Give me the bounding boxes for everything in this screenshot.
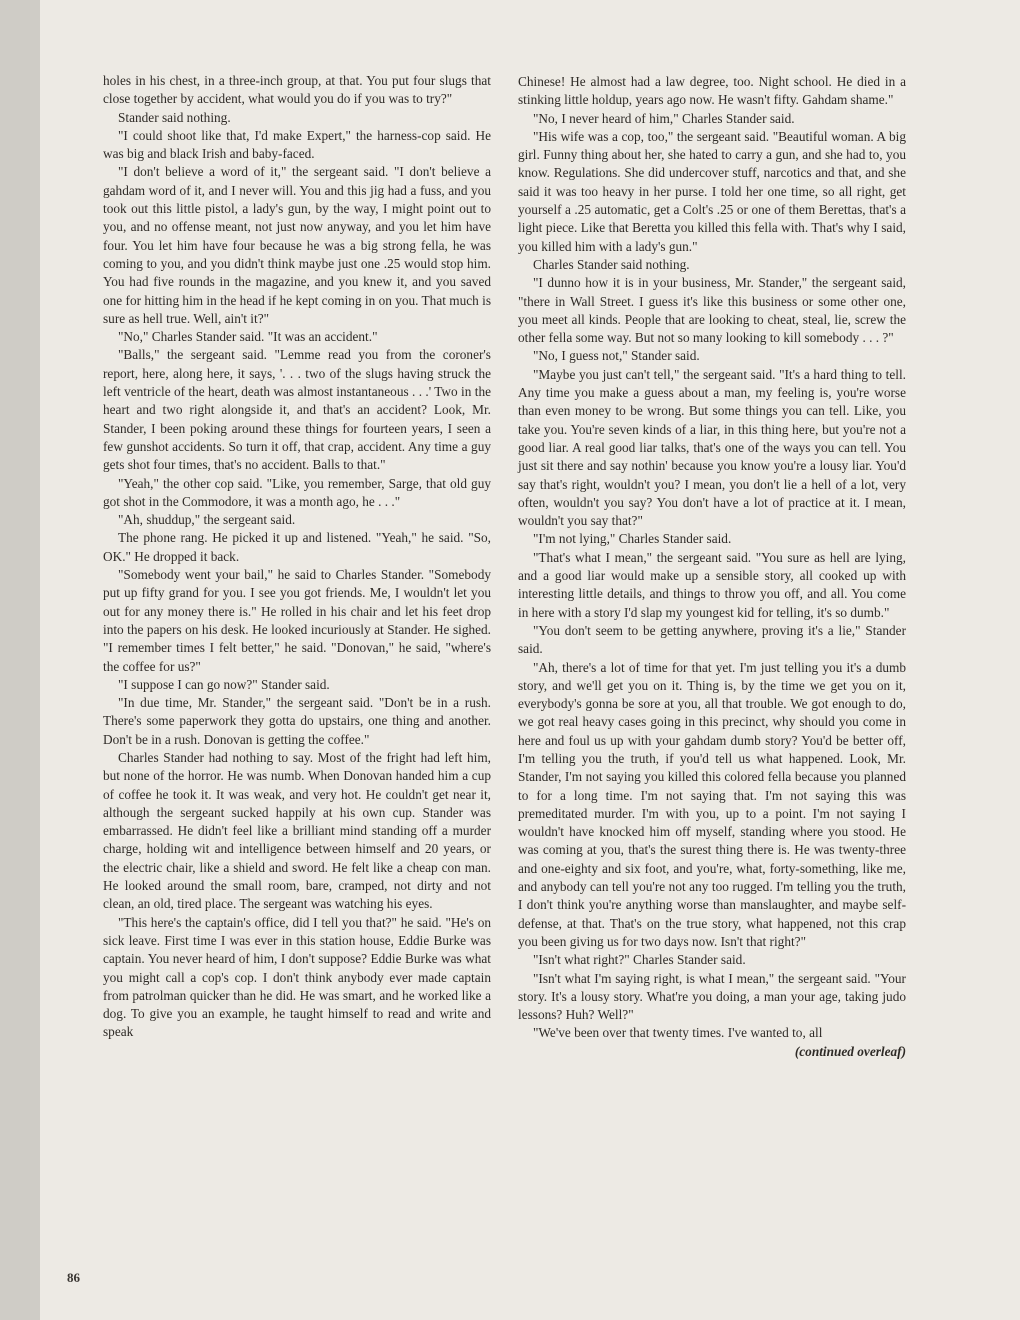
- paragraph: "Balls," the sergeant said. "Lemme read you from the coroner's report, here, along here, it says, '. . . two of the slugs having struck the left ventricle of the heart, death was almost instantaneous . . .' Two in the heart and two right alongside it, and that's an accident? Look, Mr. Stander, I been poking around these things for fourteen years, I seen a few gunshot accidents. So turn it off, that crap, accident. Any time a guy gets shot four times, that's no accident. Balls to that.": [103, 347, 491, 473]
- magazine-page: [40, 0, 1020, 1320]
- paragraph: Stander said nothing.: [118, 109, 231, 125]
- paragraph: "I suppose I can go now?" Stander said.: [118, 676, 330, 692]
- paragraph: "I dunno how it is in your business, Mr. Stander," the sergeant said, "there in Wall Street. I guess it's like this business or some other one, you meet all kinds. People that are looking to cheat, steal, lie, screw the other fella some way. But not so many looking to kill somebody . . . ?": [518, 275, 906, 346]
- paragraph: "No, I guess not," Stander said.: [533, 348, 700, 364]
- paragraph: "We've been over that twenty times. I've wanted to, all: [533, 1025, 823, 1041]
- paragraph: "This here's the captain's office, did I tell you that?" he said. "He's on sick leave. First time I was ever in this station house, Eddie Burke was captain. You never heard of him, I don't suppose? Eddie Burke was what you might call a cop's cop. I don't think anybody ever made captain from patrolman quicker than he did. He was smart, and he worked like a dog. To give you an example, he taught himself to read and write and speak: [103, 914, 491, 1040]
- continued-overleaf-label: (continued overleaf): [794, 1043, 906, 1059]
- paragraph: "I don't believe a word of it," the sergeant said. "I don't believe a gahdam word of it, and I never will. You and this jig had a fuss, and you took out this little pistol, a lady's gun, by the way, I might point out to you, and no offense meant, not just now anyway, and you let him have four. You let him have four because he was a big strong fella, he was coming to you, and you didn't think maybe just one .25 would stop him. You had five rounds in the magazine, and you knew it, and you saved one for hitting him in the head if he kept coming in on you. That much is sure as hell true. Well, ain't it?": [103, 164, 491, 326]
- paragraph: "I'm not lying," Charles Stander said.: [533, 531, 732, 547]
- paragraph: "Somebody went your bail," he said to Charles Stander. "Somebody put up fifty grand for you. I see you got friends. Me, I wouldn't let you out for any money there is." He rolled in his chair and let his feet drop into the papers on his desk. He looked incuriously at Stander. He sighed. "I remember times I felt better," he said. "Donovan," he said, "where's the coffee for us?": [103, 567, 491, 674]
- paragraph: "I could shoot like that, I'd make Expert," the harness-cop said. He was big and black Irish and baby-faced.: [103, 127, 491, 162]
- left-text-column: [103, 72, 491, 1042]
- paragraph: "Isn't what I'm saying right, is what I mean," the sergeant said. "Your story. It's a lousy story. What're you doing, a man your age, taking judo lessons? Huh? Well?": [518, 970, 906, 1023]
- paragraph: "Maybe you just can't tell," the sergeant said. "It's a hard thing to tell. Any time you make a guess about a man, my feeling is, you're worse than even money to be wrong. But some things you can tell. Like, you take you. You're seven kinds of a liar, in this thing here, but you're not a good liar. A real good liar talks, that's one of the ways you can tell. You just sit there and say nothin' because you know you're a lousy liar. You'd say that's right, wouldn't you? I mean, you don't lie a hell of a lot, very often, wouldn't you say? You don't have a lot of practice at it. I mean, wouldn't you say that?": [518, 366, 906, 529]
- paragraph: "You don't seem to be getting anywhere, proving it's a lie," Stander said.: [518, 622, 906, 657]
- paragraph: "Ah, there's a lot of time for that yet. I'm just telling you it's a dumb story, and we'll get you on it. Thing is, by the time we get you on it, everybody's gonna be sore at you, all that trouble. We got enough to do, we got real heavy cases going in this precinct, why should you come in here and foul us up with your gahdam dumb story? You'd be better off, I'm telling you the truth, if you'd tell us what happened. Look, Mr. Stander, I'm not saying you killed this colored fella because you planned to for a long time. I'm not saying that. I'm not saying this was premeditated murder. I'm with you, up to a point. I'm not saying I wouldn't have knocked him off myself, standing where you stood. He was coming at you, that's the surest thing there is. He was twenty-three and one-eighty and six foot, and you're, what, forty-something, like me, and anybody can tell you're not any too rugged. I'm telling you the truth, I don't think you're anything worse than manslaughter, and maybe self-defense, at that. That's on the true story, what happened, not this crap you been giving us for two days now. Isn't that right?": [518, 659, 906, 949]
- paragraph: Charles Stander said nothing.: [533, 256, 690, 272]
- paragraph: Chinese! He almost had a law degree, too. Night school. He died in a stinking little holdup, years ago now. He wasn't fifty. Gahdam shame.": [518, 74, 906, 108]
- paragraph: The phone rang. He picked it up and listened. "Yeah," he said. "So, OK." He dropped it back.: [103, 530, 491, 564]
- paragraph: "In due time, Mr. Stander," the sergeant said. "Don't be in a rush. There's some paperwork they gotta do upstairs, one thing and another. Don't be in a rush. Donovan is getting the coffee.": [103, 695, 491, 747]
- paragraph: holes in his chest, in a three-inch group, at that. You put four slugs that close together by accident, what would you do if you was to try?": [103, 73, 491, 107]
- paragraph: "His wife was a cop, too," the sergeant said. "Beautiful woman. A big girl. Funny thing about her, she hated to carry a gun, and she had to, you know. Regulations. She did undercover stuff, narcotics and that, and she said it was too heavy in her purse. I told her one time, so all right, get yourself a .25 automatic, get a Colt's .25 or one of them Berettas, that's a light piece. Like that Beretta you killed this fella with. That's why I said, you killed him with a lady's gun.": [518, 128, 906, 254]
- paragraph: "Ah, shuddup," the sergeant said.: [118, 512, 296, 528]
- page-number: 86: [67, 1270, 80, 1285]
- paragraph: "Isn't what right?" Charles Stander said.: [533, 952, 746, 968]
- right-text-column: [518, 73, 906, 1061]
- paragraph: "Yeah," the other cop said. "Like, you remember, Sarge, that old guy got shot in the Commodore, it was a month ago, he . . .": [103, 475, 491, 509]
- paragraph: "No, I never heard of him," Charles Stander said.: [533, 110, 795, 126]
- paragraph: "That's what I mean," the sergeant said. "You sure as hell are lying, and a good liar would make up a sensible story, all cooked up with interesting little details, and things to throw you off, and all. You come in here with a story I'd slap my youngest kid for telling, it's so dumb.": [518, 549, 906, 620]
- paragraph: Charles Stander had nothing to say. Most of the fright had left him, but none of the horror. He was numb. When Donovan handed him a cup of coffee he took it. It was weak, and very hot. He couldn't get near it, although the sergeant sucked happily at his own cup. Stander was embarrassed. He didn't feel like a brilliant mind standing off a murder charge, holding wit and intelligence between himself and 20 years, or the electric chair, like a shield and sword. He felt like a cheap con man. He looked around the small room, bare, cramped, not dirty and not clean, an old, tired place. The sergeant was watching his eyes.: [103, 749, 491, 912]
- paragraph: "No," Charles Stander said. "It was an accident.": [118, 329, 378, 345]
